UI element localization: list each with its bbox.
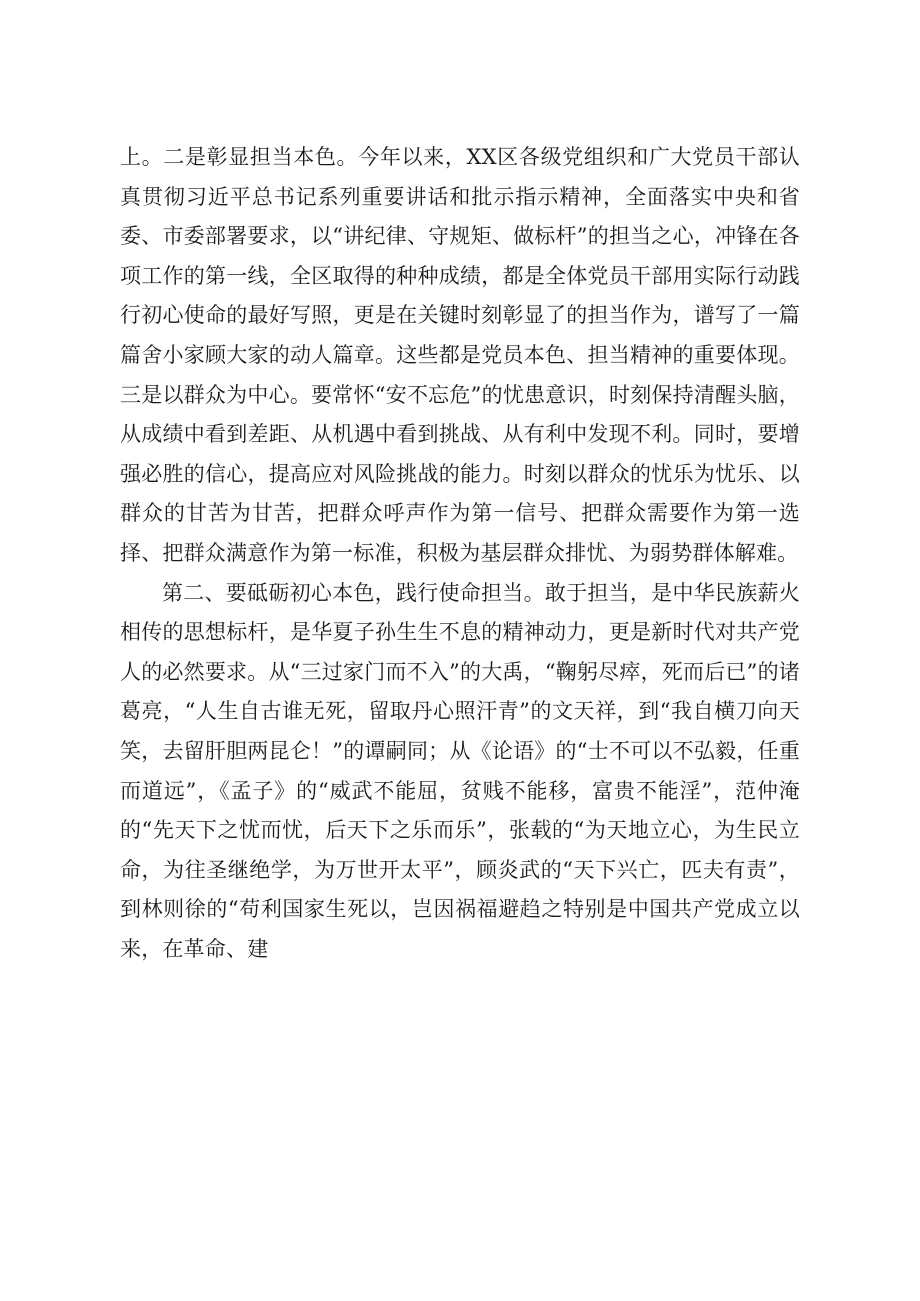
paragraph-section-two: 第二、要砥砺初心本色，践行使命担当。敢于担当，是中华民族薪火相传的思想标杆，是华夏子孙生生不息的精神动力，更是新时代对共产党人的必然要求。从“三过家门而不入”的大禹，“鞠躬尽瘁，死而后已”的诸葛亮，“人生自古谁无死，留取丹心照汗青”的文天祥，到“我自横刀向天笑，去留肝胆两昆仑！”的谭嗣同；从《论语》的“士不可以不弘毅，任重而道远”，《孟子》的“威武不能屈，贫贱不能移，富贵不能淫”，范仲淹的“先天下之忧而忧，后天下之乐而乐”，张载的“为天地立心，为生民立命，为往圣继绝学，为万世开太平”，顾炎武的“天下兴亡，匹夫有责”，到林则徐的“苟利国家生死以，岂因祸福避趋之特别是中国共产党成立以来，在革命、建 xyxy=(120,580,800,961)
document-body xyxy=(120,138,800,969)
paragraph-continuation: 上。二是彰显担当本色。今年以来，XX区各级党组织和广大党员干部认真贯彻习近平总书记系列重要讲话和批示指示精神，全面落实中央和省委、市委部署要求，以“讲纪律、守规矩、做标杆”的担当之心，冲锋在各项工作的第一线，全区取得的种种成绩，都是全体党员干部用实际行动践行初心使命的最好写照，更是在关键时刻彰显了的担当作为，谱写了一篇篇舍小家顾大家的动人篇章。这些都是党员本色、担当精神的重要体现。三是以群众为中心。要常怀“安不忘危”的忧患意识，时刻保持清醒头脑，从成绩中看到差距、从机遇中看到挑战、从有利中发现不利。同时，要增强必胜的信心，提高应对风险挑战的能力。时刻以群众的忧乐为忧乐、以群众的甘苦为甘苦，把群众呼声作为第一信号、把群众需要作为第一选择、把群众满意作为第一标准，积极为基层群众排忧、为弱势群体解难。 xyxy=(120,145,800,565)
